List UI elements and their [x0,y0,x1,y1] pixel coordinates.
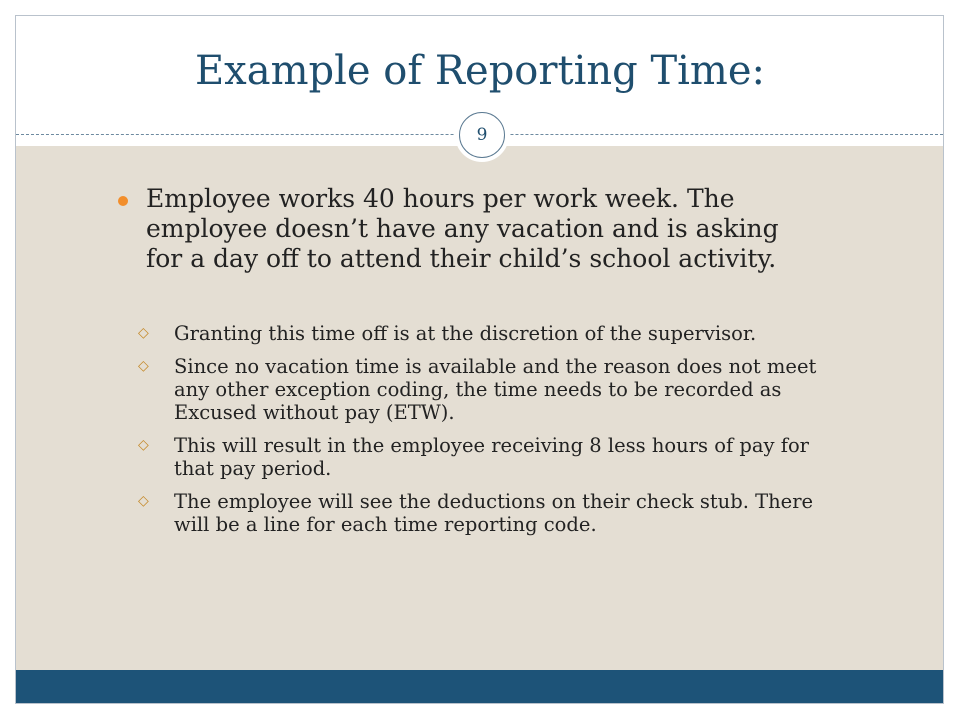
sub-bullet-text: This will result in the employee receiving 8 less hours of pay for that pay period. [174,434,810,480]
page-number-badge [459,112,505,158]
open-square-bullet-icon: ◇ [138,325,149,341]
bullet-dot-icon [118,196,128,206]
sub-bullet-item [138,434,818,480]
footer-bar [16,670,943,703]
open-square-bullet-icon: ◇ [138,493,149,509]
sub-bullet-text: Since no vacation time is available and the reason does not meet any other exception coding, the time needs to be recorded as Excused without pay (ETW). [174,355,817,424]
main-bullet [118,184,808,274]
slide-title: Example of Reporting Time: [194,48,766,94]
open-square-bullet-icon: ◇ [138,358,149,374]
sub-bullet-list [138,322,818,546]
page-number: 9 [476,125,488,145]
sub-bullet-text: The employee will see the deductions on their check stub. There will be a line for each time reporting code. [174,490,814,536]
sub-bullet-item [138,490,818,536]
sub-bullet-item [138,355,818,424]
sub-bullet-text: Granting this time off is at the discretion of the supervisor. [174,322,757,345]
sub-bullet-item [138,322,818,345]
open-square-bullet-icon: ◇ [138,437,149,453]
main-bullet-text: Employee works 40 hours per work week. The employee doesn’t have any vacation and is asking for a day off to attend their child’s school activity. [146,184,779,273]
